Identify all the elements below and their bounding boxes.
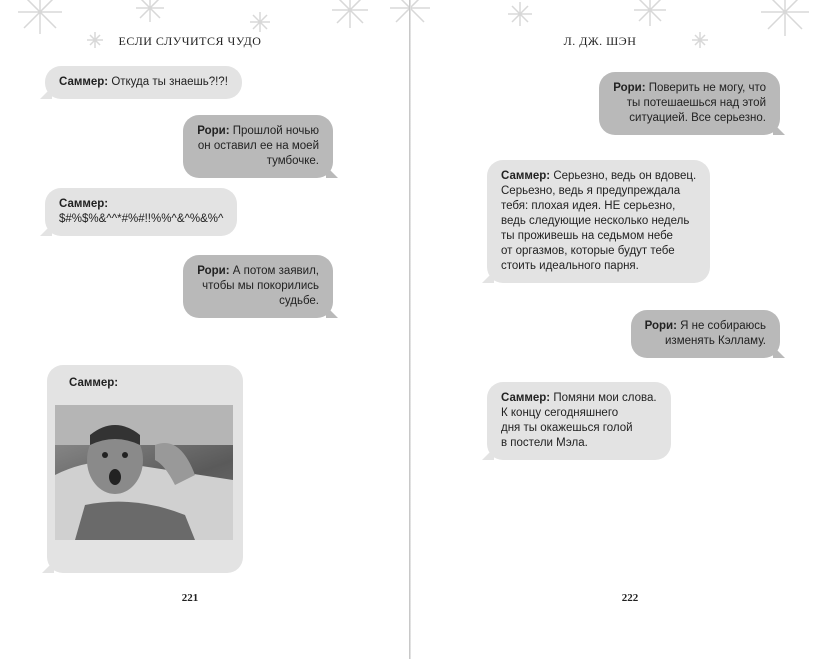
sender: Рори: — [644, 320, 677, 332]
message-text: А потом заявил, чтобы мы покорились судьбе. — [202, 265, 319, 307]
image-message-bubble-summer — [47, 365, 243, 573]
sender: Рори: — [197, 125, 230, 137]
page-spine — [409, 0, 411, 659]
message-text: Серьезно, ведь он вдовец. Серьезно, ведь я предупреждала тебя: плохая идея. НЕ серьезно, ведь следующие несколько недель ты проживешь на седьмом небе от оргазмов, которые будут тебе стоить идеального парня. — [501, 170, 697, 272]
message-text: $#%$%&^^*#%#!!%%^&^%&%^ — [59, 213, 224, 225]
right-running-header: Л. ДЖ. ШЭН — [563, 34, 637, 48]
left-page-number: 221 — [181, 592, 199, 604]
sender: Саммер: — [59, 198, 109, 210]
message-text: Поверить не могу, что ты потешаешься над этой ситуацией. Все серьезно. — [626, 82, 766, 124]
message-text: Прошлой ночью он оставил ее на моей тумбочке. — [197, 125, 319, 167]
message-bubble-summer — [487, 160, 710, 283]
sender: Саммер: — [69, 377, 119, 389]
message-bubble-rory — [631, 310, 780, 358]
sender: Саммер: — [501, 392, 551, 404]
message-bubble-rory — [599, 72, 780, 135]
sender: Саммер: — [59, 76, 109, 88]
message-bubble-rory — [183, 255, 333, 318]
message-text: Я не собираюсь изменять Кэлламу. — [665, 320, 766, 347]
message-text: Помяни мои слова. К концу сегодняшнего дня ты окажешься голой в постели Мэла. — [501, 392, 657, 449]
left-running-header: ЕСЛИ СЛУЧИТСЯ ЧУДО — [118, 34, 262, 48]
sender: Рори: — [613, 82, 646, 94]
surprised-man-photo — [55, 405, 233, 540]
sender: Саммер: — [501, 170, 551, 182]
message-text: Откуда ты знаешь?!?! — [111, 76, 228, 88]
message-bubble-summer — [487, 382, 671, 460]
sender: Рори: — [197, 265, 230, 277]
message-bubble-summer — [45, 66, 242, 99]
right-page-number: 222 — [621, 592, 639, 604]
message-bubble-rory — [183, 115, 333, 178]
message-bubble-summer — [45, 188, 237, 236]
